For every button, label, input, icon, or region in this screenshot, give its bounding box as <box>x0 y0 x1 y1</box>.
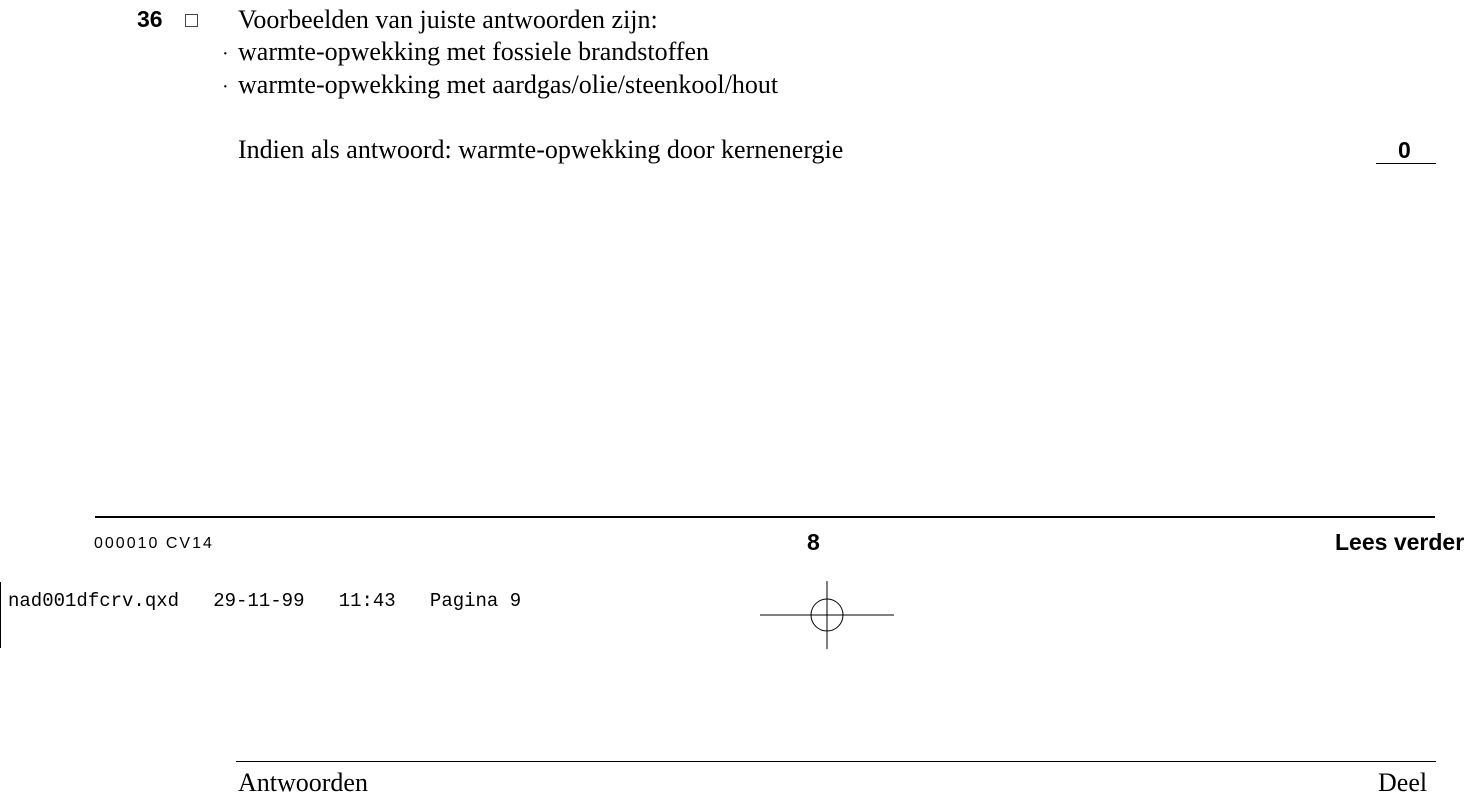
list-item <box>222 37 709 69</box>
checkbox-icon <box>185 14 198 27</box>
score-underline <box>1376 163 1436 164</box>
slug-time: 11:43 <box>338 590 396 612</box>
scoring-condition: Indien als antwoord: warmte-opwekking door kernenergie <box>238 135 844 164</box>
bullet-icon: · <box>222 43 229 65</box>
list-item <box>222 70 778 102</box>
bullet-text: warmte-opwekking met aardgas/olie/steenkool/hout <box>238 70 779 99</box>
footer-divider <box>95 516 1435 518</box>
print-slug <box>8 590 521 612</box>
exam-code: 000010 CV14 <box>94 535 214 552</box>
section-part: Deel <box>1378 768 1428 797</box>
slug-page: Pagina 9 <box>429 590 522 612</box>
bullet-icon: · <box>222 76 229 98</box>
registration-mark-icon <box>760 581 894 649</box>
header-divider <box>236 761 1436 762</box>
question-number: 36 <box>137 6 163 32</box>
slug-date: 29-11-99 <box>213 590 305 612</box>
score-value: 0 <box>1398 137 1411 163</box>
continue-label: Lees verder <box>1335 529 1464 555</box>
slug-filename: nad001dfcrv.qxd <box>8 590 180 612</box>
page-number: 8 <box>807 529 820 555</box>
answer-intro: Voorbeelden van juiste antwoorden zijn: <box>238 5 658 34</box>
section-title: Antwoorden <box>238 768 368 797</box>
bullet-text: warmte-opwekking met fossiele brandstoffen <box>238 37 709 66</box>
crop-mark <box>0 582 1 648</box>
